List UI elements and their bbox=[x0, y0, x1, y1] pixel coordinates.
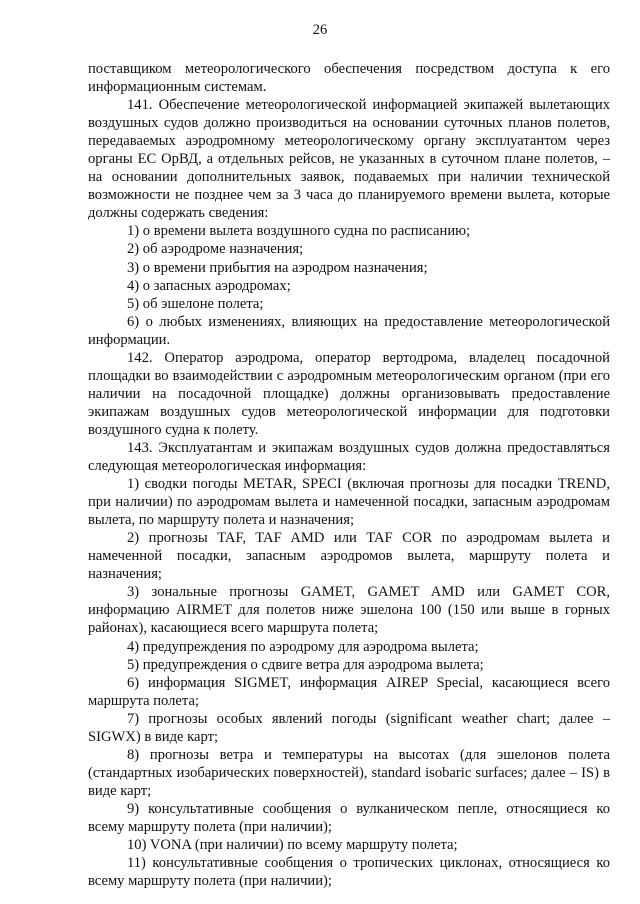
paragraph-141: 141. Обеспечение метеорологической информацией экипажей вылетающих воздушных судов должно производиться на основании суточных планов полетов, передаваемых аэродромному метеорологическому органу эксплуатантом через органы ЕС ОрВД, а отдельных рейсов, не указанных в суточном плане полетов, – на основании дополнительных заявок, подаваемых при наличии технической возможности не позднее чем за 3 часа до планируемого времени вылета, которые должны содержать сведения: bbox=[88, 97, 610, 222]
list-item: 6) о любых изменениях, влияющих на предоставление метеорологической информации. bbox=[88, 313, 610, 348]
list-item: 11) консультативные сообщения о тропических циклонах, относящиеся ко всему маршруту полета (при наличии); bbox=[88, 855, 610, 890]
list-item: 5) об эшелоне полета; bbox=[127, 295, 264, 312]
paragraph-143: 143. Эксплуатантам и экипажам воздушных судов должна предоставляться следующая метеорологическая информация: bbox=[88, 439, 610, 475]
list-item: 2) об аэродроме назначения; bbox=[127, 241, 304, 258]
list-item: 2) прогнозы TAF, TAF AMD или TAF COR по аэродромам вылета и намеченной посадки, запасным аэродромов вылета, маршруту полета и назначения; bbox=[88, 530, 610, 583]
list-item: 1) о времени вылета воздушного судна по расписанию; bbox=[127, 223, 471, 240]
list-item: 8) прогнозы ветра и температуры на высотах (для эшелонов полета (стандартных изобарических поверхностей), standard isobaric surfaces; далее – IS) в виде карт; bbox=[88, 746, 610, 799]
list-item: 4) предупреждения по аэродрому для аэродрома вылета; bbox=[127, 638, 479, 655]
list-item: 6) информация SIGMET, информация AIREP Special, касающиеся всего маршрута полета; bbox=[88, 674, 610, 709]
page-number: 26 bbox=[312, 22, 328, 38]
list-item: 3) зональные прогнозы GAMET, GAMET AMD или GAMET COR, информацию AIRMET для полетов ниже эшелона 100 (150 или выше в горных районах), касающиеся всего маршрута полета; bbox=[88, 584, 610, 637]
list-item: 4) о запасных аэродромах; bbox=[127, 277, 291, 294]
paragraph: поставщиком метеорологического обеспечения посредством доступа к его информационным системам. bbox=[88, 61, 610, 96]
list-item: 10) VONA (при наличии) по всему маршруту полета; bbox=[127, 837, 458, 854]
paragraph-142: 142. Оператор аэродрома, оператор вертодрома, владелец посадочной площадки во взаимодействии с аэродромным метеорологическим органом (при его наличии на посадочной площадке) должны организовывать предоставление экипажам воздушных судов метеорологической информации для подготовки воздушного судна к полету. bbox=[88, 349, 610, 438]
document-body bbox=[88, 60, 610, 890]
list-item: 9) консультативные сообщения о вулканическом пепле, относящиеся ко всему маршруту полета (при наличии); bbox=[88, 800, 610, 835]
list-item: 7) прогнозы особых явлений погоды (significant weather chart; далее – SIGWX) в виде карт; bbox=[88, 710, 610, 745]
list-item: 1) сводки погоды METAR, SPECI (включая прогнозы для посадки TREND, при наличии) по аэродромам вылета и намеченной посадки, запасным аэродромам вылета, по маршруту полета и назначения; bbox=[88, 476, 610, 529]
list-item: 3) о времени прибытия на аэродром назначения; bbox=[127, 259, 428, 276]
list-item: 5) предупреждения о сдвиге ветра для аэродрома вылета; bbox=[127, 656, 484, 673]
